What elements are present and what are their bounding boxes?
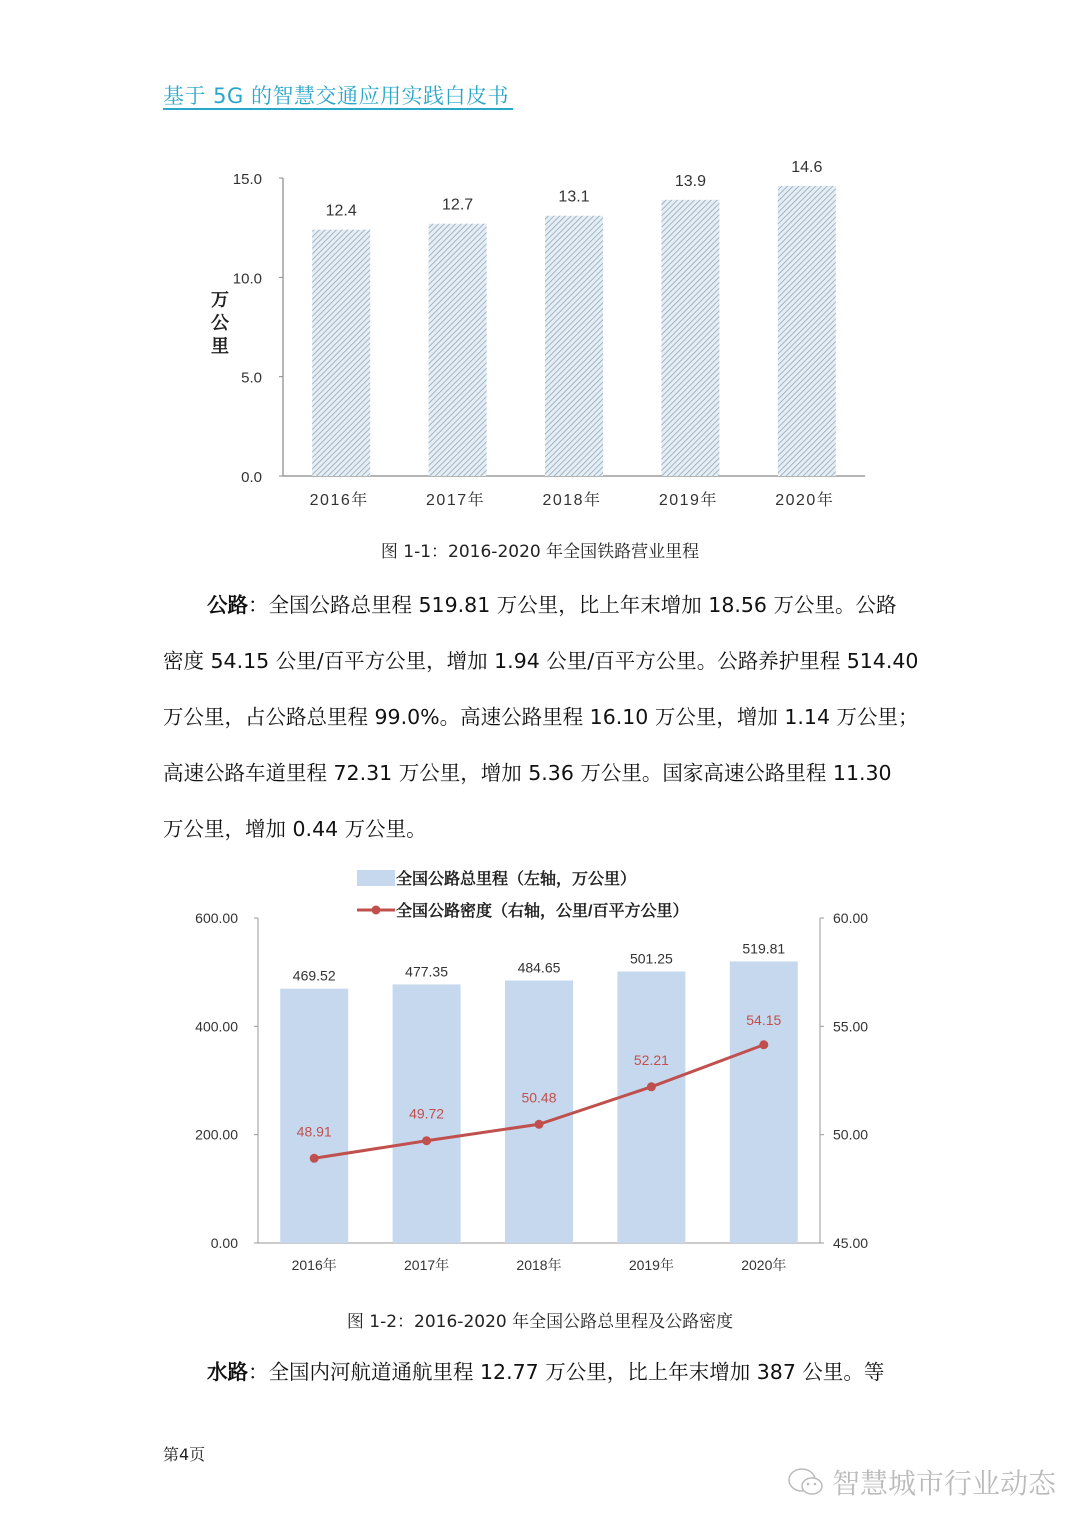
y-tick-label: 0.0: [241, 469, 262, 486]
data-label: 12.7: [442, 196, 474, 214]
y-tick-label: 10.0: [232, 270, 262, 288]
highway-paragraph-line: 万公里，占公路总里程 99.0%。高速公路里程 16.10 万公里，增加 1.14 万公里；: [163, 705, 919, 729]
highway-paragraph-line: 万公里，增加 0.44 万公里。: [163, 817, 427, 841]
density-point: [422, 1136, 431, 1145]
bar: [280, 989, 348, 1243]
highway-lead: 公路: [207, 593, 248, 617]
right-tick-label: 45.00: [833, 1235, 869, 1251]
watermark: [786, 1462, 1056, 1502]
bar: [505, 980, 573, 1243]
left-tick-label: 200.00: [195, 1126, 238, 1143]
x-tick-label: 2018年: [516, 1257, 562, 1273]
x-tick-label: 2017年: [426, 492, 486, 509]
paragraph-text: ：全国公路总里程 519.81 万公里，比上年末增加 18.56 万公里。公路: [248, 593, 897, 617]
data-label: 14.6: [791, 158, 823, 176]
highway-paragraph-line: 高速公路车道里程 72.31 万公里，增加 5.36 万公里。国家高速公路里程 11.30: [163, 761, 892, 785]
bar: [730, 961, 798, 1243]
header-title: 基于 5G 的智慧交通应用实践白皮书: [163, 84, 509, 108]
bar-data-label: 477.35: [405, 963, 449, 980]
y-tick-label: 5.0: [241, 369, 262, 387]
figure2-caption: 图 1-2：2016-2020 年全国公路总里程及公路密度: [346, 1312, 734, 1332]
data-label: 13.9: [674, 172, 706, 190]
water-paragraph: [207, 1355, 884, 1385]
line-data-label: 49.72: [409, 1105, 445, 1122]
data-label: 13.1: [558, 188, 590, 206]
x-tick-label: 2018年: [542, 492, 602, 509]
watermark-text: 智慧城市行业动态: [832, 1467, 1057, 1500]
line-data-label: 50.48: [521, 1089, 557, 1106]
right-tick-label: 60.00: [833, 910, 869, 926]
x-tick-label: 2016年: [309, 492, 369, 509]
bar-data-label: 484.65: [517, 959, 561, 976]
line-data-label: 48.91: [296, 1123, 332, 1140]
water-lead: 水路: [207, 1360, 248, 1384]
data-label: 12.4: [325, 202, 357, 220]
line-data-label: 54.15: [746, 1011, 782, 1028]
left-tick-label: 400.00: [195, 1018, 238, 1035]
x-tick-label: 2019年: [658, 492, 718, 509]
density-point: [310, 1154, 319, 1163]
line-data-label: 52.21: [633, 1051, 669, 1068]
density-point: [759, 1040, 768, 1049]
paragraph-text: ：全国内河航道通航里程 12.77 万公里，比上年末增加 387 公里。等: [248, 1360, 885, 1384]
figure1-caption: 图 1-1：2016-2020 年全国铁路营业里程: [380, 542, 700, 562]
y-axis-label: 里: [211, 336, 229, 356]
right-tick-label: 55.00: [833, 1018, 869, 1035]
bar-data-label: 469.52: [292, 967, 336, 984]
density-point: [647, 1082, 656, 1091]
highway-paragraph-line: 密度 54.15 公里/百平方公里，增加 1.94 公里/百平方公里。公路养护里程 514.40: [163, 649, 919, 673]
y-tick-label: 15.0: [232, 171, 262, 188]
legend-label-bar: 全国公路总里程（左轴，万公里）: [396, 871, 637, 888]
bar-data-label: 519.81: [742, 940, 786, 957]
density-point: [535, 1120, 544, 1129]
legend-swatch-point: [372, 906, 381, 915]
x-tick-label: 2020年: [775, 492, 835, 509]
y-axis-label: 公: [211, 313, 229, 333]
bar: [617, 971, 685, 1243]
wechat-icon: [786, 1465, 826, 1499]
x-tick-label: 2019年: [628, 1257, 674, 1273]
right-tick-label: 50.00: [833, 1126, 869, 1143]
legend-label-line: 全国公路密度（右轴，公里/百平方公里）: [396, 903, 689, 920]
x-tick-label: 2017年: [404, 1257, 450, 1273]
left-tick-label: 0.00: [210, 1235, 238, 1251]
y-axis-label: 万: [211, 290, 229, 310]
left-tick-label: 600.00: [195, 910, 238, 926]
bar-data-label: 501.25: [629, 950, 673, 967]
x-tick-label: 2016年: [291, 1257, 337, 1273]
x-tick-label: 2020年: [741, 1257, 787, 1273]
legend-swatch-bar: [357, 870, 395, 886]
page-number: 第4页: [163, 1445, 206, 1464]
